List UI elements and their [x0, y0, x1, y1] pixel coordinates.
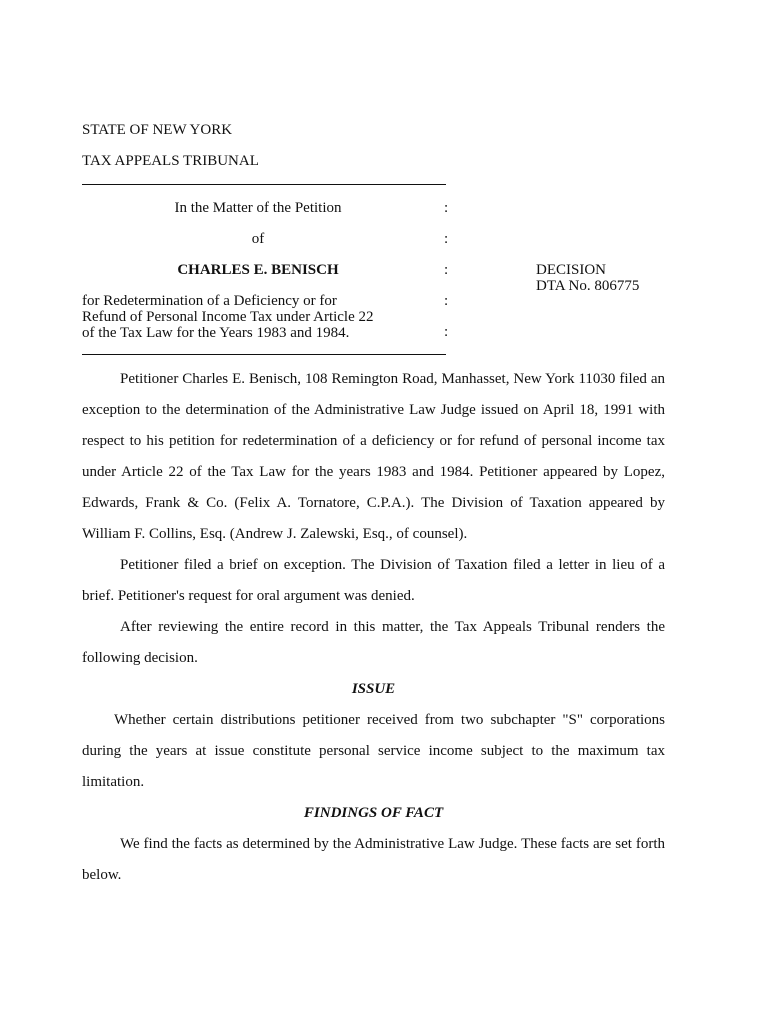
caption-bottom-rule: [82, 354, 446, 355]
paragraph-findings: [82, 829, 665, 891]
decision-block: [536, 262, 639, 294]
issue-heading: ISSUE: [351, 681, 396, 697]
caption-of: of: [251, 231, 265, 247]
caption-colon: :: [444, 231, 449, 247]
caption-purpose-line-3: of the Tax Law for the Years 1983 and 1984.: [82, 325, 350, 341]
caption-purpose-line-1: for Redetermination of a Deficiency or for: [82, 293, 337, 309]
paragraph-issue: [82, 705, 665, 798]
paragraph-text: Petitioner filed a brief on exception. The Division of Taxation filed a letter in lieu of a brief. Petitioner's request for oral argument was denied.: [82, 557, 665, 604]
paragraph-text: Whether certain distributions petitioner received from two subchapter "S" corporations during the years at issue constitute personal service income subject to the maximum tax limitation.: [82, 712, 665, 790]
paragraph-procedural-history: [82, 364, 665, 550]
paragraph-briefs: [82, 550, 665, 612]
paragraph-review: [82, 612, 665, 674]
tribunal-heading: TAX APPEALS TRIBUNAL: [82, 153, 259, 169]
caption-colon: :: [444, 200, 449, 216]
state-heading: STATE OF NEW YORK: [82, 122, 233, 138]
paragraph-text: We find the facts as determined by the Administrative Law Judge. These facts are set forth below.: [82, 836, 665, 883]
paragraph-text: Petitioner Charles E. Benisch, 108 Remington Road, Manhasset, New York 11030 filed an exception to the determination of the Administrative Law Judge issued on April 18, 1991 with respect to his petition for redetermination of a deficiency or for refund of personal income tax under Article 22 of the Tax Law for the years 1983 and 1984. Petitioner appeared by Lopez, Edwards, Frank & Co. (Felix A. Tornatore, C.P.A.). The Division of Taxation appeared by William F. Collins, Esq. (Andrew J. Zalewski, Esq., of counsel).: [82, 371, 665, 542]
caption-matter: In the Matter of the Petition: [174, 200, 342, 216]
petitioner-name: CHARLES E. BENISCH: [177, 262, 339, 278]
caption-purpose: [82, 293, 374, 341]
paragraph-text: After reviewing the entire record in this matter, the Tax Appeals Tribunal renders the following decision.: [82, 619, 665, 666]
dta-number: DTA No. 806775: [536, 278, 640, 294]
caption-colon: :: [444, 262, 449, 278]
caption-top-rule: [82, 184, 446, 185]
findings-heading: FINDINGS OF FACT: [303, 805, 444, 821]
caption-colon: :: [444, 324, 449, 340]
decision-label: DECISION: [536, 262, 606, 278]
caption-purpose-line-2: Refund of Personal Income Tax under Article 22: [82, 309, 374, 325]
caption-colon: :: [444, 293, 449, 309]
